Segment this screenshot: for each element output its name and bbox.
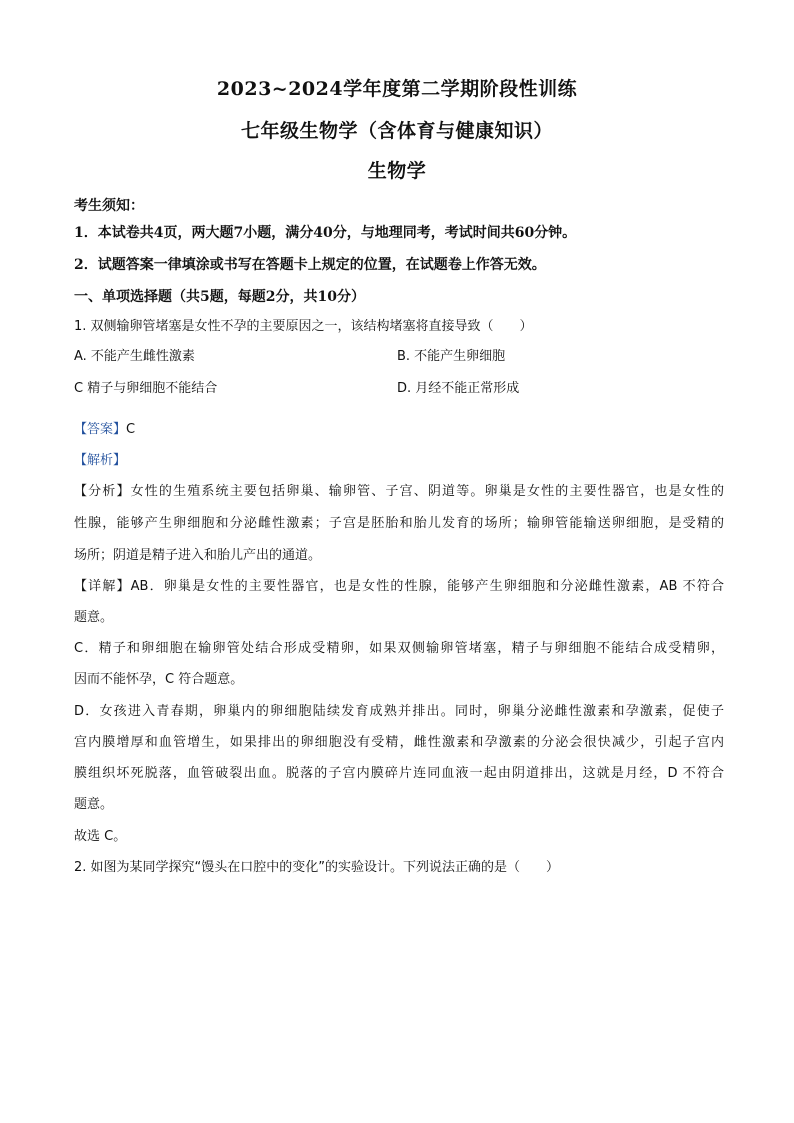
detail-line-2: 题意。: [74, 610, 114, 625]
subject-title: 生物学: [367, 160, 427, 182]
exam-title: 2023~2024学年度第二学期阶段性训练: [216, 78, 578, 100]
notice-item-1: 1．本试卷共4页，两大题7小题，满分40分，与地理同考，考试时间共60分钟。: [74, 225, 577, 241]
question-1-stem: 1. 双侧输卵管堵塞是女性不孕的主要原因之一，该结构堵塞将直接导致（ ）: [74, 319, 533, 334]
question-1-option-c: C 精子与卵细胞不能结合: [74, 381, 218, 396]
answer-value: C: [126, 422, 136, 437]
analysis-line-2: 性腺，能够产生卵细胞和分泌雌性激素；子宫是胚胎和胎儿发育的场所；输卵管能输送卵细胞，是受精的: [74, 516, 724, 531]
detail-line-6: 宫内膜增厚和血管增生，如果排出的卵细胞没有受精，雌性激素和孕激素的分泌会很快减少，引起子宫内: [74, 735, 724, 750]
notice-item-2: 2．试题答案一律填涂或书写在答题卡上规定的位置，在试题卷上作答无效。: [74, 257, 546, 273]
exam-subtitle: 七年级生物学（含体育与健康知识）: [240, 120, 553, 142]
question-1-option-a: A. 不能产生雌性激素: [74, 349, 195, 364]
answer-tag: 【答案】: [74, 422, 127, 437]
detail-line-7: 膜组织坏死脱落，血管破裂出血。脱落的子宫内膜碎片连同血液一起由阴道排出，这就是月经，D 不符合: [74, 766, 724, 781]
notice-heading: 考生须知：: [74, 198, 144, 214]
answer-row: [74, 420, 724, 440]
analysis-line-1: 【分析】女性的生殖系统主要包括卵巢、输卵管、子宫、阴道等。卵巢是女性的主要性器官，也是女性的: [74, 484, 724, 499]
detail-line-1: 【详解】AB．卵巢是女性的主要性器官，也是女性的性腺，能够产生卵细胞和分泌雌性激素，AB 不符合: [74, 579, 724, 594]
detail-line-8: 题意。: [74, 797, 114, 812]
analysis-line-3: 场所；阴道是精子进入和胎儿产出的通道。: [74, 548, 322, 563]
detail-line-4: 因而不能怀孕，C 符合题意。: [74, 672, 244, 687]
detail-line-9: 故选 C。: [74, 829, 127, 844]
question-1-option-d: D. 月经不能正常形成: [397, 381, 520, 396]
section-heading: 一、单项选择题（共5题，每题2分，共10分）: [74, 289, 365, 305]
question-2-stem: 2. 如图为某同学探究“馒头在口腔中的变化”的实验设计。下列说法正确的是（ ）: [74, 860, 560, 875]
question-1-option-b: B. 不能产生卵细胞: [397, 349, 506, 364]
analysis-tag: 【解析】: [74, 453, 127, 468]
detail-line-5: D．女孩进入青春期，卵巢内的卵细胞陆续发育成熟并排出。同时，卵巢分泌雌性激素和孕激素，促使子: [74, 704, 724, 719]
detail-line-3: C．精子和卵细胞在输卵管处结合形成受精卵，如果双侧输卵管堵塞，精子与卵细胞不能结合成受精卵，: [74, 641, 724, 656]
